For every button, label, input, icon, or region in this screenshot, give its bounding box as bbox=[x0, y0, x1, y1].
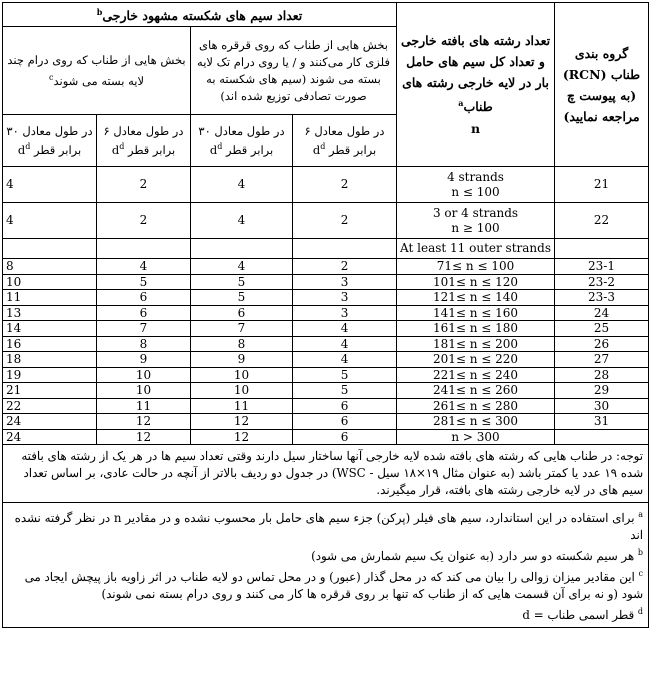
sheave-drum-header: بخش هایی از طناب که روی قرقره های فلزی کار می‌کنند و / یا روی درام تک لایه بسته می شوند (سیم های شکسته به صورت تصادفی توزیع شده اند) bbox=[191, 27, 397, 115]
table-row bbox=[3, 398, 649, 414]
cell-c: 10 bbox=[97, 383, 191, 399]
len6-header-sheave: در طول معادل ۶ برابر قطر $d^d$ bbox=[293, 115, 397, 167]
cell-g: 25 bbox=[555, 321, 649, 337]
table-row bbox=[3, 367, 649, 383]
rope-group-header: گروه بندی طناب (RCN) (به پیوست چ مراجعه نمایید) bbox=[555, 3, 649, 167]
cell-b: 6 bbox=[191, 305, 293, 321]
cell-d: 19 bbox=[3, 367, 97, 383]
table-row bbox=[3, 290, 649, 306]
cell-c: 12 bbox=[97, 429, 191, 445]
cell-n: 141≤ n ≤ 160 bbox=[397, 305, 555, 321]
cell-d: 8 bbox=[3, 259, 97, 275]
len6-header-multi: در طول معادل ۶ برابر قطر $d^d$ bbox=[97, 115, 191, 167]
footnote-a: $^a$ برای استفاده در این استاندارد، سیم های فیلر (پرکن) جزء سیم های حامل بار محسوب نشده و در مقادیر n در نظر گرفته نشده اند bbox=[14, 510, 644, 542]
section-label: At least 11 outer strands bbox=[397, 239, 555, 259]
len30-header-sheave: در طول معادل ۳۰ برابر قطر $d^d$ bbox=[191, 115, 293, 167]
cell-n: 221≤ n ≤ 240 bbox=[397, 367, 555, 383]
cell-n: n > 300 bbox=[397, 429, 555, 445]
cell-b: 11 bbox=[191, 398, 293, 414]
cell-g: 26 bbox=[555, 336, 649, 352]
cell-a: 3 bbox=[293, 274, 397, 290]
cell-b: 10 bbox=[191, 383, 293, 399]
footnotes bbox=[3, 503, 649, 628]
cell-n: 281≤ n ≤ 300 bbox=[397, 414, 555, 430]
cell-d: 18 bbox=[3, 352, 97, 368]
cell-c: 10 bbox=[97, 367, 191, 383]
cell-a: 6 bbox=[293, 398, 397, 414]
table-row bbox=[3, 336, 649, 352]
cell-b: 8 bbox=[191, 336, 293, 352]
cell-n: 161≤ n ≤ 180 bbox=[397, 321, 555, 337]
table-row bbox=[3, 305, 649, 321]
broken-wires-header: تعداد سیم های شکسته مشهود خارجی$^b$ bbox=[3, 3, 397, 27]
cell-g: 23-1 bbox=[555, 259, 649, 275]
cell-c: 8 bbox=[97, 336, 191, 352]
table-row: 4 2 4 2 3 or 4 strands n ≥ 100 22 bbox=[3, 203, 649, 239]
note-main: توجه: در طناب هایی که رشته های بافته شده لایه خارجی آنها ساختار سیل دارند وقتی تعداد سیم ها در هر یک از رشته های بافته شده ۱۹ عدد یا کمتر باشد (به عنوان مثال ۱۹×۱۸ سیل - WSC) در جدول دو ردیف بالاتر از آنچه در حالت عادی، بر اساس تعداد سیم های در لایه خارجی رشته های بافته، قرار میگیرند. bbox=[3, 445, 649, 503]
cell-a: 5 bbox=[293, 383, 397, 399]
cell-d: 24 bbox=[3, 414, 97, 430]
cell-c: 6 bbox=[97, 290, 191, 306]
cell-n: 121≤ n ≤ 140 bbox=[397, 290, 555, 306]
cell-g: 29 bbox=[555, 383, 649, 399]
cell-d: 13 bbox=[3, 305, 97, 321]
cell-d: 14 bbox=[3, 321, 97, 337]
cell-b: 12 bbox=[191, 429, 293, 445]
cell-b: 5 bbox=[191, 290, 293, 306]
cell-a: 4 bbox=[293, 336, 397, 352]
table-row: 4 2 4 2 4 strands n ≤ 100 21 bbox=[3, 167, 649, 203]
cell-c: 4 bbox=[97, 259, 191, 275]
cell-b: 5 bbox=[191, 274, 293, 290]
cell-c: 5 bbox=[97, 274, 191, 290]
cell-b: 9 bbox=[191, 352, 293, 368]
table-row bbox=[3, 383, 649, 399]
cell-a: 6 bbox=[293, 429, 397, 445]
cell-b: 4 bbox=[191, 259, 293, 275]
table-row bbox=[3, 259, 649, 275]
cell-a: 4 bbox=[293, 352, 397, 368]
cell-a: 5 bbox=[293, 367, 397, 383]
cell-g: 31 bbox=[555, 414, 649, 430]
table-row bbox=[3, 429, 649, 445]
cell-c: 12 bbox=[97, 414, 191, 430]
cell-a: 3 bbox=[293, 305, 397, 321]
cell-c: 9 bbox=[97, 352, 191, 368]
cell-g: 28 bbox=[555, 367, 649, 383]
cell-d: 16 bbox=[3, 336, 97, 352]
section-row bbox=[3, 239, 649, 259]
multilayer-drum-header: بخش هایی از طناب که روی درام چند لایه بسته می شوند$^c$ bbox=[3, 27, 191, 115]
table-row bbox=[3, 321, 649, 337]
cell-c: 6 bbox=[97, 305, 191, 321]
table-row bbox=[3, 414, 649, 430]
cell-n: 101≤ n ≤ 120 bbox=[397, 274, 555, 290]
cell-d: 11 bbox=[3, 290, 97, 306]
cell-n: 241≤ n ≤ 260 bbox=[397, 383, 555, 399]
cell-g: 23-2 bbox=[555, 274, 649, 290]
len30-header-multi: در طول معادل ۳۰ برابر قطر $d^d$ bbox=[3, 115, 97, 167]
cell-d: 24 bbox=[3, 429, 97, 445]
table-row bbox=[3, 274, 649, 290]
cell-d: 10 bbox=[3, 274, 97, 290]
footnote-d: $^d$ قطر اسمی طناب = d bbox=[522, 606, 644, 622]
cell-n: 71≤ n ≤ 100 bbox=[397, 259, 555, 275]
cell-g: 27 bbox=[555, 352, 649, 368]
cell-b: 7 bbox=[191, 321, 293, 337]
cell-g: 24 bbox=[555, 305, 649, 321]
cell-a: 2 bbox=[293, 259, 397, 275]
cell-b: 12 bbox=[191, 414, 293, 430]
cell-n: 201≤ n ≤ 220 bbox=[397, 352, 555, 368]
cell-g: 23-3 bbox=[555, 290, 649, 306]
cell-a: 4 bbox=[293, 321, 397, 337]
cell-c: 7 bbox=[97, 321, 191, 337]
cell-g: 30 bbox=[555, 398, 649, 414]
cell-d: 21 bbox=[3, 383, 97, 399]
cell-g bbox=[555, 429, 649, 445]
cell-c: 11 bbox=[97, 398, 191, 414]
broken-wires-table bbox=[2, 2, 649, 628]
cell-d: 22 bbox=[3, 398, 97, 414]
cell-a: 6 bbox=[293, 414, 397, 430]
cell-a: 3 bbox=[293, 290, 397, 306]
cell-n: 181≤ n ≤ 200 bbox=[397, 336, 555, 352]
cell-b: 10 bbox=[191, 367, 293, 383]
footnote-b: $^b$ هر سیم شکسته دو سر دارد (به عنوان یک سیم شمارش می شود) bbox=[311, 547, 644, 563]
cell-n: 261≤ n ≤ 280 bbox=[397, 398, 555, 414]
table-row bbox=[3, 352, 649, 368]
footnote-c: $^c$ این مقادیر میزان زوالی را بیان می کند که در محل گذار (عبور) و در محل تماس دو لایه طناب در اثر زاویه باز پیچش ایجاد می شود (و نه برای آن قسمت هایی که از طناب که تنها بر روی قرقره ها کار می کنند و روی درام بسته نمی شوند) bbox=[24, 568, 644, 601]
strands-header: تعداد رشته های بافته خارجی و تعداد کل سیم های حامل بار در لایه خارجی رشته های طناب$^a$ n bbox=[397, 3, 555, 167]
